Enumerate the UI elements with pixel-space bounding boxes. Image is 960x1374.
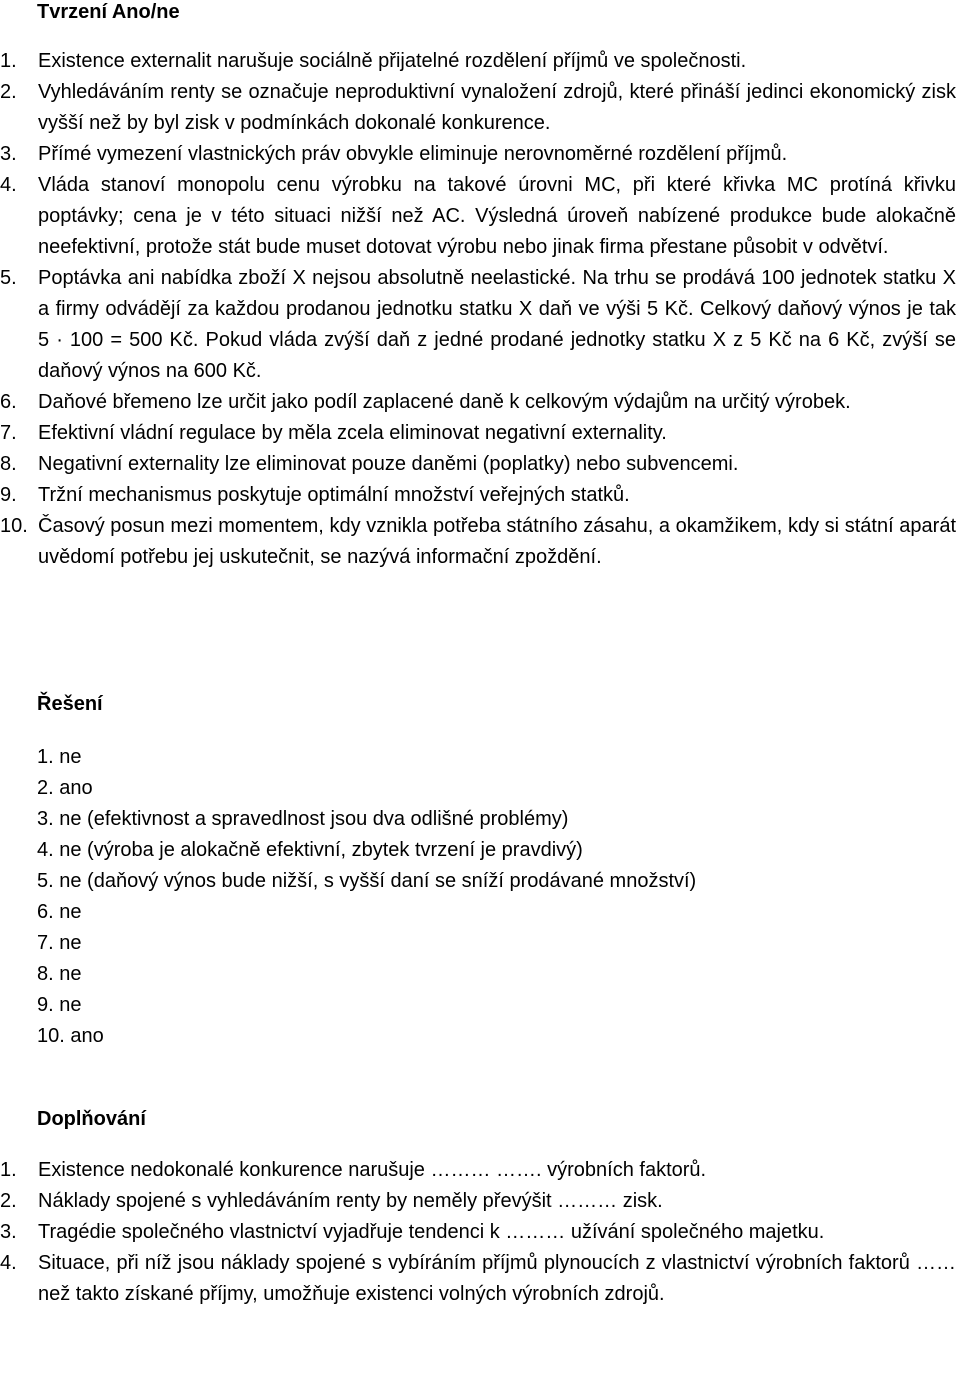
solution-item: 9. ne <box>37 994 82 1016</box>
section-title-true-false: Tvrzení Ano/ne <box>37 1 180 23</box>
list-item <box>0 1217 960 1248</box>
item-number: 1. <box>0 1159 17 1181</box>
item-text: Existence externalit narušuje sociálně přijatelné rozdělení příjmů ve společnosti. <box>38 50 747 72</box>
list-item <box>0 511 960 573</box>
solution-item: 8. ne <box>37 963 82 985</box>
list-item <box>0 1155 960 1186</box>
item-text: Daňové břemeno lze určit jako podíl zaplacené daně k celkovým výdajům na určitý výrobek. <box>38 391 851 413</box>
solution-item: 1. ne <box>37 746 82 768</box>
item-number: 4. <box>0 174 17 196</box>
item-number: 10. <box>0 515 28 537</box>
item-number: 1. <box>0 50 17 72</box>
solution-item: 10. ano <box>37 1025 104 1047</box>
list-item <box>0 418 960 449</box>
item-number: 9. <box>0 484 17 506</box>
item-number: 2. <box>0 1190 17 1212</box>
list-item <box>0 480 960 511</box>
list-item <box>0 77 960 139</box>
list-item <box>0 263 960 387</box>
list-item <box>0 139 960 170</box>
list-item <box>0 387 960 418</box>
item-text: Existence nedokonalé konkurence narušuje ……… ……. výrobních faktorů. <box>38 1159 707 1181</box>
item-text: Přímé vymezení vlastnických práv obvykle eliminuje nerovnoměrné rozdělení příjmů. <box>38 143 788 165</box>
item-text: Tragédie společného vlastnictví vyjadřuje tendenci k ……… užívání společného majetku. <box>38 1221 825 1243</box>
item-text: Časový posun mezi momentem, kdy vznikla potřeba státního zásahu, a okamžikem, kdy si státní aparát uvědomí potřebu jej uskutečnit, se nazývá informační zpoždění. <box>38 515 956 568</box>
solution-item: 5. ne (daňový výnos bude nižší, s vyšší daní se sníží prodávané množství) <box>37 870 697 892</box>
list-item <box>0 170 960 263</box>
item-number: 3. <box>0 1221 17 1243</box>
list-item <box>0 46 960 77</box>
item-text: Poptávka ani nabídka zboží X nejsou absolutně neelastické. Na trhu se prodává 100 jednotek statku X a firmy odvádějí za každou prodanou jednotku statku X daň ve výši 5 Kč. Celkový daňový výnos je tak 5 · 100 = 500 Kč. Pokud vláda zvýší daň z jedné prodané jednotky statku X z 5 Kč na 6 Kč, zvýší se daňový výnos na 600 Kč. <box>38 267 956 382</box>
solutions-list <box>37 742 696 1052</box>
solution-item: 4. ne (výroba je alokačně efektivní, zbytek tvrzení je pravdivý) <box>37 839 583 861</box>
section-title-fill-in: Doplňování <box>37 1108 146 1130</box>
item-number: 4. <box>0 1252 17 1274</box>
item-text: Efektivní vládní regulace by měla zcela eliminovat negativní externality. <box>38 422 667 444</box>
item-number: 6. <box>0 391 17 413</box>
item-number: 7. <box>0 422 17 444</box>
item-number: 3. <box>0 143 17 165</box>
solution-item: 6. ne <box>37 901 82 923</box>
solution-item: 7. ne <box>37 932 82 954</box>
item-number: 8. <box>0 453 17 475</box>
item-text: Tržní mechanismus poskytuje optimální množství veřejných statků. <box>38 484 630 506</box>
list-item <box>0 1186 960 1217</box>
item-text: Vláda stanoví monopolu cenu výrobku na takové úrovni MC, při které křivka MC protíná křivku poptávky; cena je v této situaci nižší než AC. Výsledná úroveň nabízené produkce bude alokačně neefektivní, protože stát bude muset dotovat výrobu nebo jinak firma přestane působit v odvětví. <box>38 174 956 258</box>
true-false-list <box>0 46 960 573</box>
item-text: Náklady spojené s vyhledáváním renty by neměly převýšit ……… zisk. <box>38 1190 663 1212</box>
item-text: Vyhledáváním renty se označuje neproduktivní vynaložení zdrojů, které přináší jedinci ekonomický zisk vyšší než by byl zisk v podmínkách dokonalé konkurence. <box>38 81 956 134</box>
solution-item: 2. ano <box>37 777 93 799</box>
item-number: 2. <box>0 81 17 103</box>
list-item <box>0 1248 960 1310</box>
item-text: Negativní externality lze eliminovat pouze daněmi (poplatky) nebo subvencemi. <box>38 453 739 475</box>
fill-in-list <box>0 1155 960 1310</box>
section-title-solutions: Řešení <box>37 693 103 715</box>
item-number: 5. <box>0 267 17 289</box>
list-item <box>0 449 960 480</box>
solution-item: 3. ne (efektivnost a spravedlnost jsou dva odlišné problémy) <box>37 808 569 830</box>
item-text: Situace, při níž jsou náklady spojené s vybíráním příjmů plynoucích z vlastnictví výrobních faktorů …… než takto získané příjmy, umožňuje existenci volných výrobních zdrojů. <box>38 1252 956 1305</box>
